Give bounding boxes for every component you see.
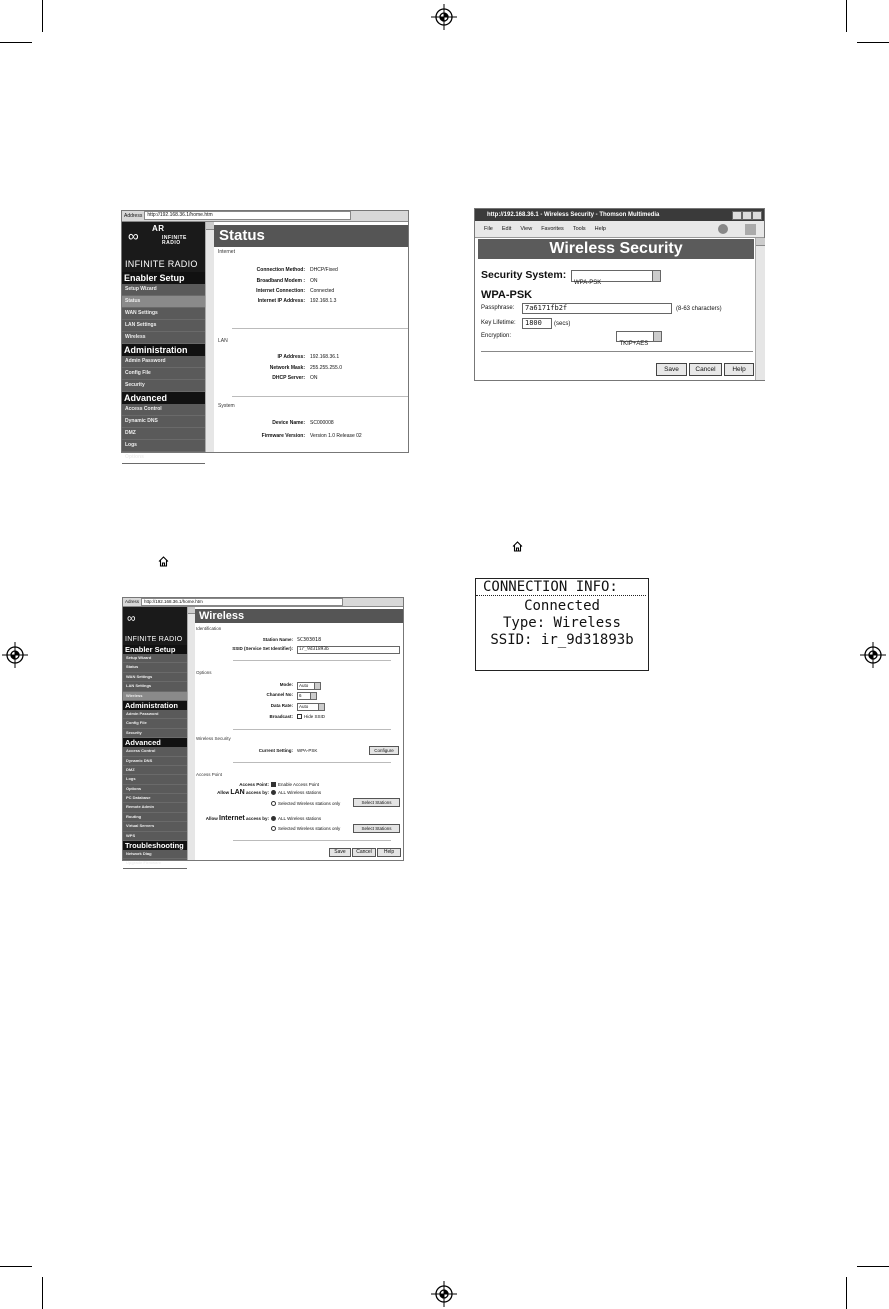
sidebar-item[interactable]: WAN Settings — [123, 673, 187, 682]
data-rate-value: Auto — [299, 704, 309, 709]
sidebar-item[interactable]: Wireless — [123, 692, 187, 701]
lcd-line-type: Type: Wireless — [502, 615, 621, 631]
ssid-label: SSID (Service Set Identifier): — [232, 646, 293, 651]
crop-mark — [0, 42, 32, 43]
internet-access-label-pre: Allow — [205, 816, 220, 821]
station-name-label: Station Name: — [262, 637, 293, 642]
scroll-up-icon[interactable] — [206, 222, 214, 230]
help-button[interactable]: Help — [377, 848, 401, 857]
configure-button[interactable]: Configure — [369, 746, 399, 755]
internet-all-radio[interactable] — [271, 816, 276, 821]
sidebar-item[interactable]: Admin Password — [123, 710, 187, 719]
status-value: SC000008 — [310, 420, 334, 426]
sidebar-item[interactable]: Logs — [123, 775, 187, 784]
sidebar-item[interactable]: PC Database — [123, 794, 187, 803]
access-point-title: Access Point — [196, 772, 223, 777]
channel-label: Channel No: — [266, 692, 293, 697]
sidebar-item[interactable]: DMZ — [122, 428, 205, 440]
sidebar-item[interactable]: Logs — [122, 440, 205, 452]
chevron-down-icon — [652, 271, 660, 281]
status-label: Device Name: — [272, 420, 305, 426]
menu-file[interactable]: File — [484, 226, 493, 232]
mode-label: Mode: — [279, 682, 293, 687]
sidebar-item[interactable]: Admin Password — [122, 356, 205, 368]
crop-mark — [846, 1277, 847, 1309]
key-lifetime-unit: (secs) — [554, 321, 571, 327]
access-point-option — [271, 782, 319, 787]
status-label: Firmware Version: — [261, 433, 305, 439]
lan-access-label-big: LAN — [230, 789, 245, 796]
divider — [233, 762, 391, 763]
status-label: DHCP Server: — [272, 375, 305, 381]
menu-help[interactable]: Help — [594, 226, 606, 232]
internet-selected-radio[interactable] — [271, 826, 276, 831]
cancel-button[interactable]: Cancel — [352, 848, 376, 857]
sidebar-item[interactable]: Remote Admin — [123, 803, 187, 812]
sidebar-section-heading: Enabler Setup — [122, 272, 205, 284]
sidebar-item[interactable]: Config File — [123, 719, 187, 728]
broadcast-option — [297, 714, 325, 719]
status-value: ON — [310, 375, 318, 381]
hide-ssid-checkbox[interactable] — [297, 714, 302, 719]
logo — [122, 222, 205, 272]
menu-tools[interactable]: Tools — [572, 226, 586, 232]
internet-selected-label: Selected Wireless stations only — [278, 826, 341, 831]
channel-select[interactable] — [297, 692, 317, 700]
current-setting-label: Current Setting: — [258, 748, 293, 753]
menu-favorites[interactable]: Favorites — [541, 226, 564, 232]
sidebar-item[interactable]: WPS — [123, 832, 187, 841]
scroll-up-icon[interactable] — [188, 607, 195, 614]
sidebar-item[interactable]: Options — [123, 785, 187, 794]
station-name-value: SC303018 — [297, 637, 322, 643]
windows-logo-icon — [745, 224, 756, 235]
sidebar-item[interactable]: Network Diag — [123, 850, 187, 859]
divider — [232, 328, 408, 329]
address-label: Address — [124, 213, 143, 219]
chevron-down-icon — [653, 332, 661, 341]
group-title: Internet — [218, 249, 235, 255]
page-title: Wireless Security — [478, 239, 754, 259]
crop-mark — [42, 1277, 43, 1309]
save-button[interactable]: Save — [329, 848, 351, 857]
lan-access-label-post: access by: — [244, 790, 269, 795]
internet-selected-option — [271, 826, 340, 831]
divider — [232, 396, 408, 397]
security-system-value: WPA-PSK — [574, 280, 602, 286]
infinity-logo-icon: ∞ — [128, 228, 139, 245]
sidebar-item[interactable]: Setup Wizard — [123, 654, 187, 663]
lan-selected-label: Selected Wireless stations only — [278, 801, 341, 806]
sidebar — [123, 607, 187, 866]
access-point-value: Enable Access Point — [278, 782, 320, 787]
internet-access-label-big: Internet — [219, 815, 245, 822]
sidebar-section-heading: Administration — [122, 344, 205, 356]
logo-wordmark: INFINITE RADIO — [125, 259, 198, 269]
lan-access-label — [217, 789, 269, 796]
lcd-line-ssid: SSID: ir_9d31893b — [490, 632, 634, 648]
divider — [233, 840, 391, 841]
lan-all-radio[interactable] — [271, 790, 276, 795]
address-input[interactable]: http://192.168.36.1/home.htm — [144, 211, 350, 220]
options-title: Options — [196, 670, 212, 675]
broadcast-value: Hide SSID — [304, 714, 326, 719]
registration-mark-icon — [860, 642, 886, 668]
logo-brand-text: INFINITE RADIO — [162, 235, 187, 246]
chevron-down-icon — [310, 693, 316, 699]
sidebar-section-heading: Troubleshooting — [123, 841, 187, 850]
status-value: Connected — [310, 288, 335, 294]
sidebar-section-heading: Administration — [123, 701, 187, 710]
lan-all-option — [271, 790, 321, 795]
sidebar-item[interactable]: Setup Wizard — [122, 284, 205, 296]
menu-edit[interactable]: Edit — [501, 226, 512, 232]
internet-all-label: ALL Wireless stations — [278, 816, 322, 821]
page-title: Status — [214, 225, 408, 247]
scrollbar[interactable] — [205, 222, 214, 452]
lan-selected-option — [271, 801, 340, 806]
group-title: LAN — [218, 338, 228, 344]
registration-mark-icon — [2, 642, 28, 668]
sidebar-item[interactable]: Status — [122, 296, 205, 308]
internet-all-option — [271, 816, 321, 821]
group-title: System — [218, 403, 235, 409]
lan-all-label: ALL Wireless stations — [278, 790, 322, 795]
status-value: ON — [310, 278, 318, 284]
save-button[interactable]: Save — [656, 363, 687, 376]
help-button[interactable]: Help — [724, 363, 754, 376]
passphrase-label: Passphrase: — [481, 305, 515, 311]
scroll-up-icon[interactable] — [756, 238, 765, 246]
status-value: 192.168.36.1 — [310, 354, 340, 360]
enable-access-point-checkbox[interactable] — [271, 782, 276, 787]
status-value: 255.255.255.0 — [310, 365, 342, 371]
sidebar-item[interactable]: Access Control — [122, 404, 205, 416]
sidebar-item[interactable]: WAN Settings — [122, 308, 205, 320]
channel-value: 6 — [299, 693, 302, 698]
maximize-button[interactable] — [742, 211, 752, 220]
crop-mark — [857, 42, 889, 43]
internet-access-label-post: access by: — [244, 816, 269, 821]
encryption-label: Encryption: — [481, 333, 512, 339]
lcd-line-status: Connected — [524, 598, 600, 614]
crop-mark — [857, 1266, 889, 1267]
logo-wordmark: INFINITE RADIO — [125, 636, 183, 643]
security-system-label: Security System: — [481, 269, 567, 281]
sidebar-item[interactable]: LAN Settings — [122, 320, 205, 332]
select-stations-button[interactable]: Select Stations — [353, 798, 400, 807]
sidebar — [122, 222, 205, 460]
logo-brand: AR — [152, 224, 165, 233]
page-title: Wireless — [195, 609, 403, 623]
address-label: Adress — [125, 599, 140, 605]
registration-mark-icon — [431, 4, 457, 30]
crop-mark — [846, 0, 847, 32]
sidebar-item[interactable]: Dynamic DNS — [122, 416, 205, 428]
close-button[interactable] — [752, 211, 762, 220]
passphrase-input[interactable]: 7a6171fb2f — [522, 303, 672, 314]
internet-access-label — [206, 815, 269, 822]
window-title: http://192.168.36.1 - Wireless Security - Thomson Multimedia — [475, 209, 764, 221]
lan-access-label-pre: Allow — [217, 790, 231, 795]
sidebar-section-heading: Enabler Setup — [123, 645, 187, 654]
scrollbar[interactable] — [755, 238, 765, 380]
status-label: Network Mask: — [269, 365, 305, 371]
crop-mark — [42, 0, 43, 32]
menu-view[interactable]: View — [520, 226, 533, 232]
key-lifetime-input[interactable]: 1800 — [522, 318, 552, 329]
address-input[interactable]: http://192.168.36.1/home.htm — [141, 598, 343, 606]
status-label: Internet Connection: — [256, 288, 305, 294]
sidebar-item[interactable]: Security — [123, 729, 187, 738]
data-rate-select[interactable] — [297, 703, 325, 711]
home-icon — [158, 556, 169, 567]
sidebar-item[interactable]: Routing — [123, 813, 187, 822]
sidebar-item[interactable]: Upgrade Firmware — [123, 859, 187, 868]
mode-select[interactable] — [297, 682, 321, 690]
crop-mark — [0, 1266, 32, 1267]
sidebar-item[interactable]: Security — [122, 380, 205, 392]
divider — [481, 351, 753, 352]
sidebar-menu — [122, 272, 205, 464]
registration-mark-icon — [431, 1281, 457, 1307]
status-label: Connection Method: — [256, 267, 305, 273]
sidebar-item[interactable]: DMZ — [123, 766, 187, 775]
security-system-select[interactable] — [571, 270, 661, 286]
sidebar-item[interactable]: Wireless — [122, 332, 205, 344]
data-rate-label: Data Rate: — [270, 703, 293, 708]
minimize-button[interactable] — [732, 211, 742, 220]
status-label: IP Address: — [277, 354, 305, 360]
lcd-header: CONNECTION INFO: — [476, 579, 646, 596]
sidebar-item[interactable]: Dynamic DNS — [123, 757, 187, 766]
sidebar-item[interactable]: Options — [122, 452, 205, 464]
chevron-down-icon — [318, 704, 324, 710]
sidebar-item[interactable]: Status — [123, 663, 187, 672]
scrollbar[interactable] — [187, 607, 195, 860]
address-bar — [123, 598, 403, 607]
passphrase-hint: (8-63 characters) — [676, 306, 722, 312]
status-value: DHCP/Fixed — [310, 267, 338, 273]
sidebar-item[interactable]: Config File — [122, 368, 205, 380]
chevron-down-icon — [314, 683, 320, 689]
divider — [233, 660, 391, 661]
status-screenshot — [121, 210, 409, 460]
current-setting-value: WPA-PSK — [297, 748, 318, 753]
key-lifetime-label: Key Lifetime: — [481, 320, 516, 326]
wireless-security-title: Wireless Security — [196, 736, 231, 741]
status-label: Broadband Modem : — [256, 278, 305, 284]
sidebar-section-heading: Advanced — [123, 738, 187, 747]
encryption-value: TKIP+AES — [619, 341, 649, 347]
wpa-psk-heading: WPA-PSK — [481, 289, 533, 301]
home-icon — [512, 541, 523, 552]
broadcast-label: Broadcast: — [269, 714, 293, 719]
select-stations-button[interactable]: Select Stations — [353, 824, 400, 833]
encryption-select[interactable] — [616, 331, 662, 347]
logo — [123, 607, 187, 645]
cancel-button[interactable]: Cancel — [689, 363, 722, 376]
sidebar-menu — [123, 645, 187, 869]
status-label: Internet IP Address: — [257, 298, 305, 304]
identification-title: Identification — [196, 626, 222, 631]
divider — [233, 729, 391, 730]
back-icon[interactable] — [718, 224, 728, 234]
lcd-display — [475, 578, 649, 671]
lan-selected-radio[interactable] — [271, 801, 276, 806]
status-value: 192.168.1.3 — [310, 298, 337, 304]
status-value: Version 1.0 Release 02 — [310, 433, 362, 439]
sidebar-item[interactable]: LAN Settings — [123, 682, 187, 691]
wireless-security-screenshot — [474, 208, 765, 381]
access-point-label: Access Point: — [239, 782, 269, 787]
sidebar-item[interactable]: Virtual Servers — [123, 822, 187, 831]
mode-value: Auto — [299, 683, 309, 688]
sidebar-section-heading: Advanced — [122, 392, 205, 404]
wireless-screenshot — [122, 597, 404, 866]
address-bar — [122, 211, 408, 222]
sidebar-item[interactable]: Access Control — [123, 747, 187, 756]
ssid-input[interactable]: ir_9d31893b — [297, 646, 400, 654]
infinity-logo-icon: ∞ — [127, 611, 136, 625]
